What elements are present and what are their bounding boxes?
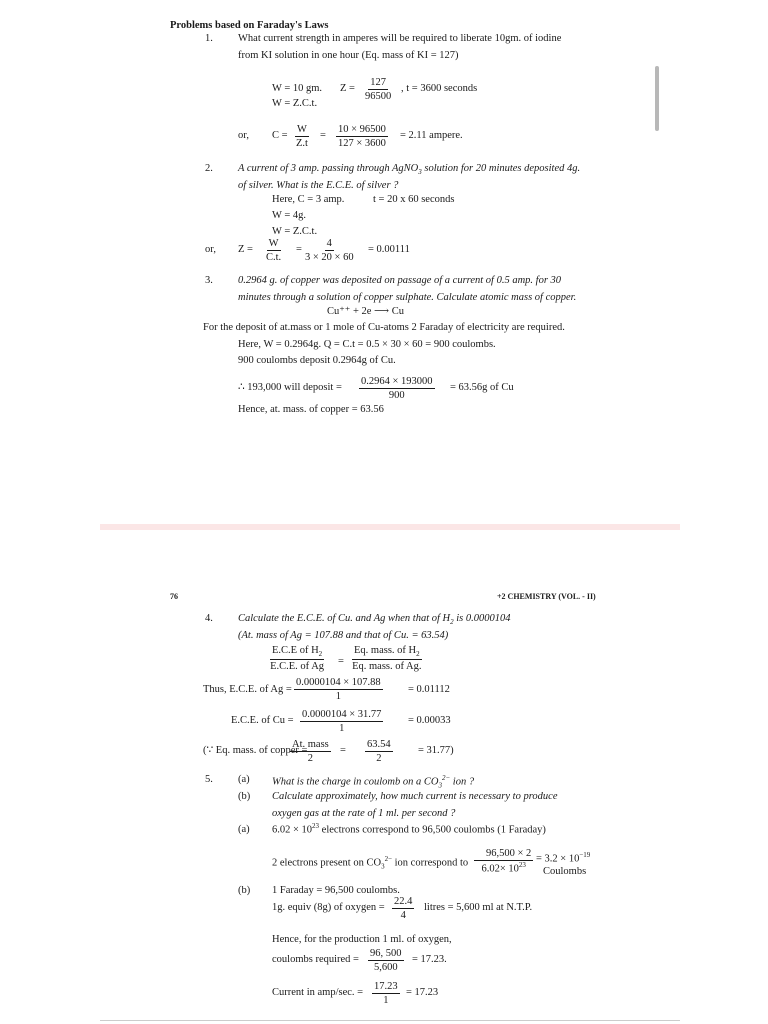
numerator: 96,500 × 2	[474, 848, 533, 861]
problem-number: 2.	[205, 163, 213, 174]
equiv-lhs: 1g. equiv (8g) of oxygen =	[272, 902, 385, 913]
answer-text: Hence, for the production 1 ml. of oxygen,	[272, 934, 452, 945]
problem-number: 1.	[205, 33, 213, 44]
problem-number: 5.	[205, 774, 213, 785]
result: = 63.56g of Cu	[450, 382, 514, 393]
coul-lhs: coulombs required =	[272, 954, 359, 965]
numerator: W	[295, 124, 309, 137]
problem-text: What current strength in amperes will be required to liberate 10gm. of iodine	[238, 33, 562, 44]
result-unit: Coulombs	[543, 866, 587, 877]
numerator: 96, 500	[368, 948, 404, 961]
fraction-deposit	[359, 376, 435, 401]
denominator: 1	[335, 691, 341, 703]
numerator: Eq. mass. of $H_2$	[352, 645, 422, 660]
answer-text: $6.02 \times 10^{23}$ electrons correspond to 96,500 coulombs (1 Faraday)	[272, 822, 546, 836]
answer-text: 2 electrons present on $CO_3^{2-}$ ion correspond to	[272, 855, 469, 871]
numerator: 127	[368, 77, 388, 90]
problem-number: 4.	[205, 613, 213, 624]
statement: For the deposit of at.mass or 1 mole of Cu-atoms 2 Faraday of electricity are required.	[203, 322, 565, 333]
problem-text: from KI solution in one hour (Eq. mass of KI = 127)	[238, 50, 459, 61]
fraction-w-ct	[266, 238, 281, 263]
current-lhs: Current in amp/sec. =	[272, 987, 364, 998]
result: = 0.00033	[408, 715, 451, 726]
equals: =	[338, 656, 344, 667]
numerator: 22.4	[392, 896, 414, 909]
page-separator	[100, 524, 680, 530]
result: = 2.11 ampere.	[400, 130, 463, 141]
fraction-c	[336, 124, 388, 149]
result: = 31.77)	[418, 745, 454, 756]
numerator: 0.2964 × 193000	[359, 376, 435, 389]
denominator: 2	[376, 753, 382, 765]
given-w: W = 4g.	[272, 210, 307, 221]
denominator: Z.t	[295, 138, 308, 150]
fraction-z	[365, 77, 391, 102]
fraction-equiv	[392, 896, 414, 921]
numerator: W	[267, 238, 281, 251]
fraction-w-zt	[295, 124, 309, 149]
fraction-cu-mass	[365, 739, 393, 764]
fraction-current	[372, 981, 400, 1006]
problem-text: What is the charge in coulomb on a $CO_3^{2-}$ ion ?	[272, 774, 475, 790]
problem-text: Calculate the E.C.E. of Cu. and Ag when that of $H_2$ is 0.0000104	[238, 613, 511, 627]
result: = 17.23.	[412, 954, 447, 965]
result: = 0.01112	[408, 684, 450, 695]
numerator: 17.23	[372, 981, 400, 994]
ag-lhs: Thus, E.C.E. of Ag =	[203, 684, 292, 695]
given-t: , t = 3600 seconds	[401, 83, 478, 94]
problem-text: Calculate approximately, how much current is necessary to produce	[272, 791, 558, 802]
numerator: At. mass	[290, 739, 331, 752]
numerator: 63.54	[365, 739, 393, 752]
deposit-lhs: ∴ 193,000 will deposit =	[238, 382, 342, 393]
denominator: E.C.E. of Ag	[270, 661, 325, 673]
bottom-rule	[100, 1020, 680, 1021]
fraction-charge	[474, 848, 533, 875]
or-label: or,	[238, 130, 249, 141]
denominator: 127 × 3600	[338, 138, 386, 150]
fraction-eqmass-ratio	[352, 645, 422, 672]
numerator: 10 × 96500	[336, 124, 388, 137]
problem-text: of silver. What is the E.C.E. of silver ?	[238, 180, 399, 191]
z-lhs: Z =	[238, 244, 253, 255]
given-t: t = 20 x 60 seconds	[373, 194, 455, 205]
given-values: Here, W = 0.2964g. Q = C.t = 0.5 × 30 × 60 = 900 coulombs.	[238, 339, 496, 350]
equals: =	[296, 244, 302, 255]
answer-text: 1 Faraday = 96,500 coulombs.	[272, 885, 400, 896]
denominator: Eq. mass. of Ag.	[352, 661, 422, 673]
scrollbar-thumb[interactable]	[655, 66, 659, 131]
conclusion: Hence, at. mass. of copper = 63.56	[238, 404, 384, 415]
result: = $3.2 \times 10^{-19}$	[536, 851, 591, 865]
c-lhs: C =	[272, 130, 288, 141]
denominator: 96500	[365, 91, 392, 103]
denominator: 1	[339, 723, 345, 735]
denominator: 900	[388, 390, 405, 402]
denominator: 1	[383, 995, 389, 1007]
given-c: Here, C = 3 amp.	[272, 194, 345, 205]
fraction-z	[305, 238, 354, 263]
fraction-atmass	[290, 739, 331, 764]
sub-label: (b)	[238, 791, 251, 802]
fraction-ece-ag	[294, 677, 383, 702]
problem-text: A current of 3 amp. passing through AgNO$_3$ solution for 20 minutes deposited 4g.	[238, 163, 581, 177]
eqmass-lhs: (∵ Eq. mass. of copper =	[203, 745, 308, 756]
or-label: or,	[205, 244, 216, 255]
denominator: $6.02\times 10^{23}$	[481, 861, 526, 875]
problem-number: 3.	[205, 275, 213, 286]
denominator: 4	[400, 910, 406, 922]
numerator: 4	[325, 238, 334, 251]
z-lhs: Z =	[340, 83, 355, 94]
problem-text: (At. mass of Ag = 107.88 and that of Cu. = 63.54)	[238, 630, 449, 641]
result: litres = 5,600 ml at N.T.P.	[424, 902, 533, 913]
denominator: 3 × 20 × 60	[305, 252, 354, 264]
formula-wzct: W = Z.C.t.	[272, 98, 318, 109]
cu-lhs: E.C.E. of Cu =	[231, 715, 294, 726]
reaction-equation: Cu⁺⁺ + 2e ⟶ Cu	[327, 306, 404, 317]
fraction-coulombs	[368, 948, 404, 973]
problem-text: minutes through a solution of copper sulphate. Calculate atomic mass of copper.	[238, 292, 577, 303]
problem-text: oxygen gas at the rate of 1 ml. per second ?	[272, 808, 456, 819]
section-heading: Problems based on Faraday's Laws	[170, 20, 329, 31]
equals: =	[320, 130, 326, 141]
sub-label: (a)	[238, 824, 250, 835]
statement: 900 coulombs deposit 0.2964g of Cu.	[238, 355, 396, 366]
denominator: C.t.	[266, 252, 282, 264]
sub-label: (a)	[238, 774, 250, 785]
fraction-ece-cu	[300, 709, 383, 734]
given-w: W = 10 gm.	[272, 83, 323, 94]
running-header: +2 CHEMISTRY (VOL. - II)	[497, 592, 596, 601]
numerator: E.C.E of $H_2$	[270, 645, 324, 660]
result: = 17.23	[406, 987, 439, 998]
problem-text: 0.2964 g. of copper was deposited on passage of a current of 0.5 amp. for 30	[238, 275, 562, 286]
denominator: 5,600	[373, 962, 398, 974]
result: = 0.00111	[368, 244, 410, 255]
formula-wzct: W = Z.C.t.	[272, 226, 318, 237]
sub-label: (b)	[238, 885, 251, 896]
page-number: 76	[170, 592, 178, 601]
fraction-ece-ratio	[270, 645, 324, 672]
denominator: 2	[307, 753, 313, 765]
equals: =	[340, 745, 346, 756]
numerator: 0.0000104 × 107.88	[294, 677, 383, 690]
numerator: 0.0000104 × 31.77	[300, 709, 383, 722]
